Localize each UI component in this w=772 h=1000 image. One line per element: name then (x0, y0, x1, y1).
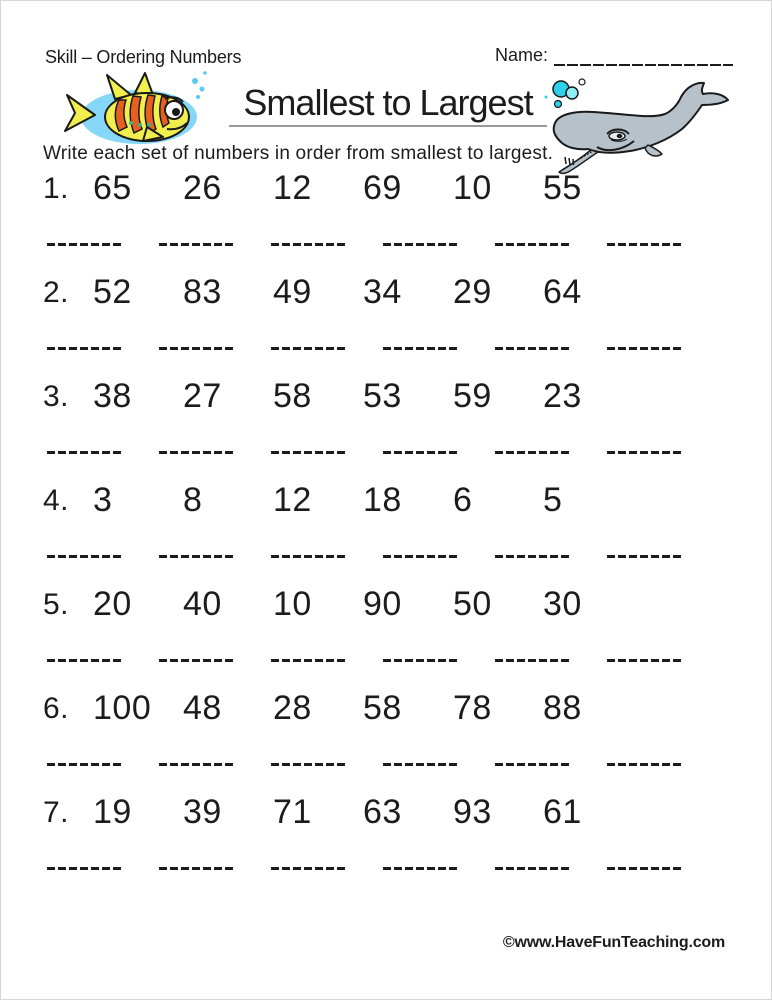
answer-blank[interactable] (271, 553, 345, 558)
answer-blank[interactable] (271, 241, 345, 246)
problem-row (43, 275, 743, 379)
answer-blank[interactable] (383, 345, 457, 350)
answer-blank[interactable] (271, 345, 345, 350)
answer-blank[interactable] (495, 761, 569, 766)
number-value: 28 (273, 689, 312, 727)
number-value: 90 (363, 585, 402, 623)
problem-row (43, 795, 743, 899)
number-value: 30 (543, 585, 582, 623)
number-value: 20 (93, 585, 132, 623)
answer-blank[interactable] (607, 761, 681, 766)
name-field (495, 45, 733, 66)
number-value: 93 (453, 793, 492, 831)
problems-list (43, 171, 743, 899)
number-value: 39 (183, 793, 222, 831)
answer-blank[interactable] (607, 449, 681, 454)
problem-values (43, 171, 743, 207)
answer-blank[interactable] (47, 553, 121, 558)
number-value: 23 (543, 377, 582, 415)
problem-values (43, 275, 743, 311)
number-value: 59 (453, 377, 492, 415)
number-value: 26 (183, 169, 222, 207)
number-value: 3 (93, 481, 113, 519)
problem-number: 4. (43, 484, 70, 517)
answer-blank[interactable] (159, 345, 233, 350)
answer-blank[interactable] (495, 865, 569, 870)
answer-blanks (47, 553, 681, 558)
page-title: Smallest to Largest (229, 83, 547, 127)
answer-blank[interactable] (47, 761, 121, 766)
answer-blanks (47, 657, 681, 662)
number-value: 38 (93, 377, 132, 415)
answer-blank[interactable] (495, 657, 569, 662)
number-value: 100 (93, 689, 152, 727)
number-value: 58 (363, 689, 402, 727)
number-value: 63 (363, 793, 402, 831)
answer-blank[interactable] (383, 449, 457, 454)
number-value: 34 (363, 273, 402, 311)
number-value: 6 (453, 481, 473, 519)
answer-blank[interactable] (383, 761, 457, 766)
problem-row (43, 483, 743, 587)
problem-number: 1. (43, 172, 70, 205)
number-value: 50 (453, 585, 492, 623)
problem-values (43, 691, 743, 727)
answer-blank[interactable] (47, 241, 121, 246)
answer-blank[interactable] (495, 553, 569, 558)
skill-label: Skill – Ordering Numbers (45, 47, 242, 67)
number-value: 12 (273, 481, 312, 519)
answer-blank[interactable] (47, 657, 121, 662)
problem-number: 2. (43, 276, 70, 309)
answer-blank[interactable] (271, 761, 345, 766)
answer-blank[interactable] (47, 345, 121, 350)
problem-values (43, 483, 743, 519)
number-value: 40 (183, 585, 222, 623)
number-value: 83 (183, 273, 222, 311)
number-value: 55 (543, 169, 582, 207)
answer-blank[interactable] (271, 865, 345, 870)
number-value: 71 (273, 793, 312, 831)
number-value: 19 (93, 793, 132, 831)
number-value: 29 (453, 273, 492, 311)
answer-blank[interactable] (159, 657, 233, 662)
number-value: 61 (543, 793, 582, 831)
answer-blank[interactable] (159, 553, 233, 558)
number-value: 27 (183, 377, 222, 415)
problem-number: 5. (43, 588, 70, 621)
number-value: 10 (453, 169, 492, 207)
answer-blank[interactable] (607, 865, 681, 870)
number-value: 78 (453, 689, 492, 727)
problem-row (43, 587, 743, 691)
number-value: 10 (273, 585, 312, 623)
answer-blank[interactable] (271, 657, 345, 662)
problem-row (43, 379, 743, 483)
number-value: 69 (363, 169, 402, 207)
answer-blanks (47, 449, 681, 454)
number-value: 53 (363, 377, 402, 415)
answer-blank[interactable] (607, 241, 681, 246)
number-value: 65 (93, 169, 132, 207)
answer-blank[interactable] (47, 449, 121, 454)
problem-number: 6. (43, 692, 70, 725)
number-value: 52 (93, 273, 132, 311)
problem-values (43, 379, 743, 415)
answer-blanks (47, 345, 681, 350)
number-value: 48 (183, 689, 222, 727)
problem-values (43, 587, 743, 623)
answer-blanks (47, 865, 681, 870)
answer-blank[interactable] (607, 553, 681, 558)
answer-blank[interactable] (607, 345, 681, 350)
problem-number: 3. (43, 380, 70, 413)
answer-blank[interactable] (383, 657, 457, 662)
answer-blank[interactable] (383, 865, 457, 870)
instruction-text: Write each set of numbers in order from smallest to largest. (43, 143, 554, 164)
answer-blank[interactable] (271, 449, 345, 454)
number-value: 18 (363, 481, 402, 519)
answer-blank[interactable] (495, 241, 569, 246)
number-value: 5 (543, 481, 563, 519)
number-value: 64 (543, 273, 582, 311)
answer-blank[interactable] (159, 761, 233, 766)
problem-row (43, 171, 743, 275)
answer-blank[interactable] (159, 449, 233, 454)
answer-blanks (47, 761, 681, 766)
answer-blank[interactable] (47, 865, 121, 870)
problem-number: 7. (43, 796, 70, 829)
footer-credit: ©www.HaveFunTeaching.com (502, 934, 725, 951)
problem-values (43, 795, 743, 831)
whale-icon (541, 77, 733, 179)
number-value: 8 (183, 481, 203, 519)
number-value: 49 (273, 273, 312, 311)
name-blank-line[interactable] (554, 50, 733, 66)
problem-row (43, 691, 743, 795)
answer-blank[interactable] (495, 449, 569, 454)
number-value: 58 (273, 377, 312, 415)
answer-blank[interactable] (383, 553, 457, 558)
answer-blank[interactable] (159, 865, 233, 870)
number-value: 12 (273, 169, 312, 207)
answer-blank[interactable] (383, 241, 457, 246)
name-label: Name: (495, 45, 549, 65)
answer-blanks (47, 241, 681, 246)
answer-blank[interactable] (495, 345, 569, 350)
number-value: 88 (543, 689, 582, 727)
answer-blank[interactable] (607, 657, 681, 662)
answer-blank[interactable] (159, 241, 233, 246)
fish-icon (59, 65, 207, 155)
